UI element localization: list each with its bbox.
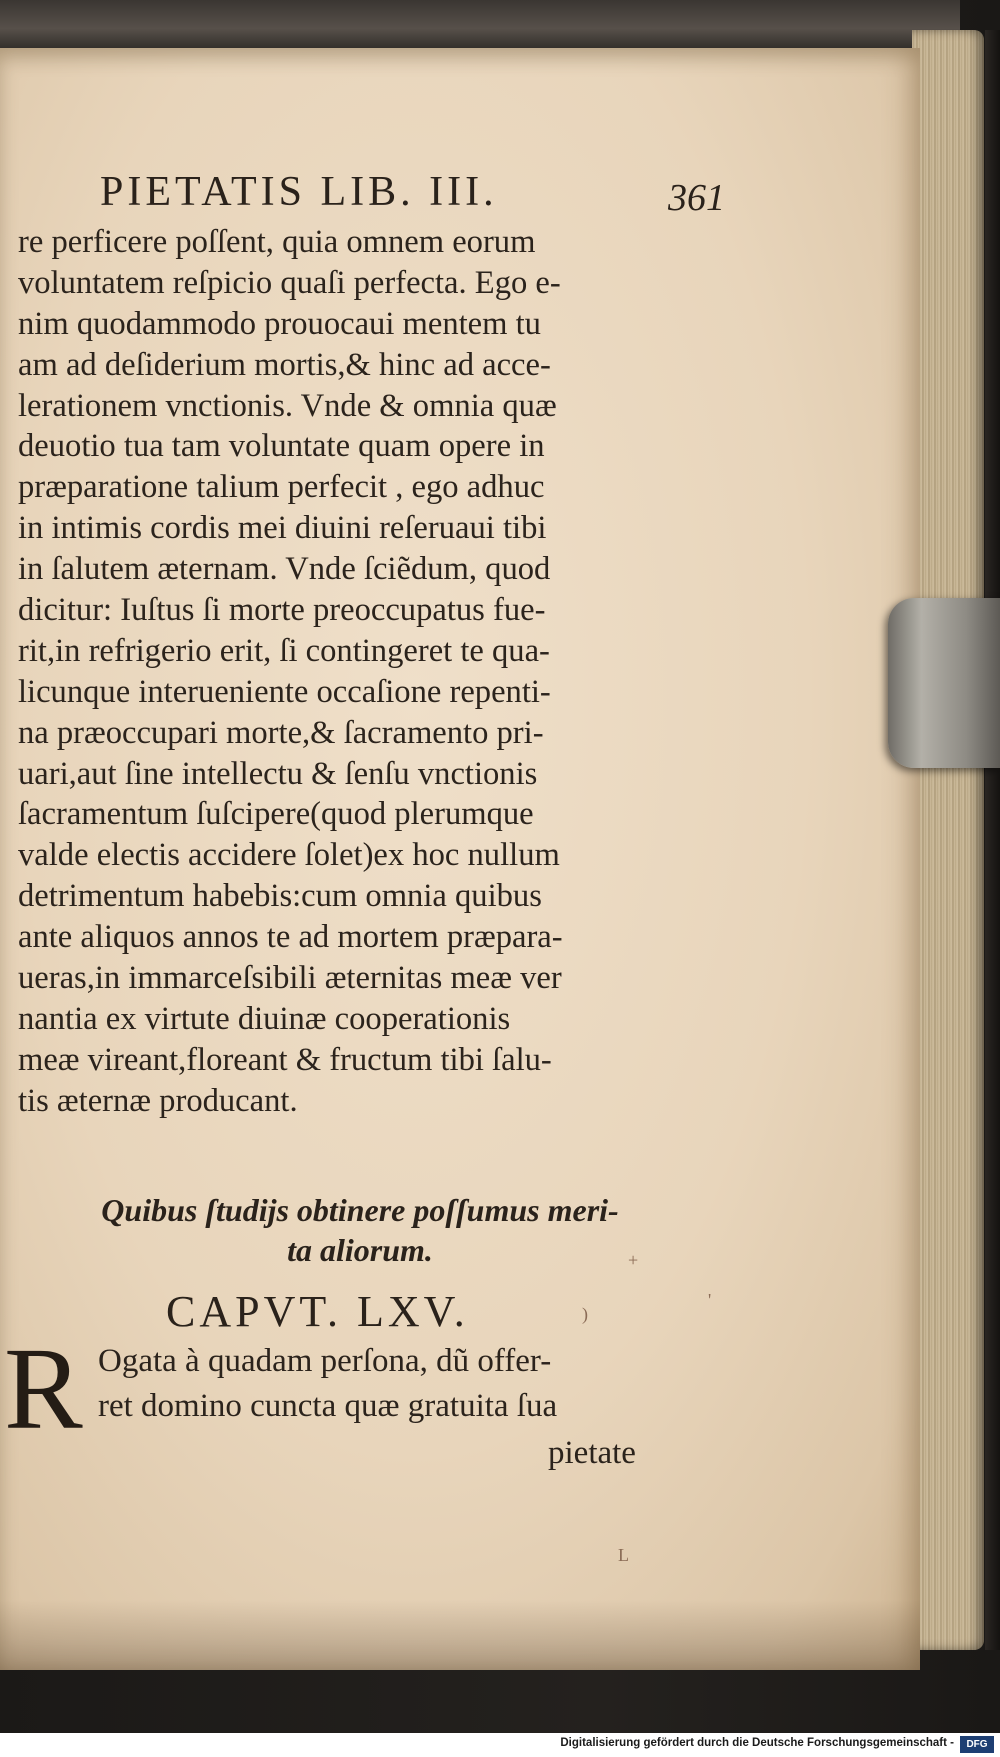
text-line: voluntatem reſpicio quaſi perfecta. Ego e- (18, 264, 561, 301)
text-line: nim quodammodo prouocaui mentem tu (18, 305, 541, 342)
drop-cap: R (4, 1323, 83, 1454)
dfg-logo: DFG (960, 1736, 994, 1753)
text-line: rit,in refrigerio erit, ſi contingeret te qua- (18, 632, 550, 669)
text-line: deuotio tua tam voluntate quam opere in (18, 428, 545, 465)
chapter-subtitle-line: Quibus ſtudijs obtinere poſſumus meri- (101, 1192, 619, 1228)
text-line: uari,aut ſine intellectu & ſenſu vnctionis (18, 755, 538, 792)
text-line: præparatione talium perfecit , ego adhuc (18, 469, 545, 506)
book-clip (888, 598, 1000, 768)
text-line: dicitur: Iuſtus ſi morte preoccupatus fue- (18, 592, 546, 629)
text-line: am ad deſiderium mortis,& hinc ad acce- (18, 346, 551, 383)
chapter-text-line: Ogata à quadam perſona, dũ offer- (98, 1343, 552, 1379)
text-line: ſacramentum ſuſcipere(quod plerumque (18, 796, 534, 833)
marginal-mark: + (628, 1250, 639, 1270)
book-cover-top-edge (0, 0, 960, 52)
marginal-mark: ' (708, 1290, 712, 1310)
body-text (18, 222, 664, 1122)
text-line: lerationem vnctionis. Vnde & omnia quæ (18, 387, 557, 424)
chapter-heading: CAPVT. LXV. (166, 1287, 469, 1336)
text-line: licunque interueniente occaſione repenti- (18, 673, 551, 710)
marginal-mark: L (618, 1545, 629, 1565)
catchword: pietate (548, 1435, 636, 1471)
text-line: meæ vireant,floreant & fructum tibi ſalu- (18, 1041, 552, 1078)
text-line: nantia ex virtute diuinæ cooperationis (18, 1000, 511, 1037)
page-number: 361 (668, 177, 725, 219)
page-bottom-shade (0, 1600, 920, 1670)
chapter-subtitle-line: ta aliorum. (287, 1232, 433, 1268)
text-line: ante aliquos annos te ad mortem præpara- (18, 919, 563, 956)
text-line: in intimis cordis mei diuini reſeruaui tibi (18, 510, 547, 547)
text-line: valde electis accidere ſolet)ex hoc nullum (18, 837, 560, 874)
text-line: ueras,in immarceſsibili æternitas meæ ver (18, 960, 562, 997)
funding-credit: Digitalisierung gefördert durch die Deutsche Forschungsgemeinschaft - (560, 1737, 954, 1749)
chapter-text-line: ret domino cuncta quæ gratuita ſua (98, 1388, 558, 1424)
running-title: PIETATIS LIB. III. (100, 169, 498, 215)
text-line: tis æternæ producant. (18, 1082, 298, 1119)
chapter-subtitle (80, 1190, 640, 1270)
page-edges-shadow (985, 30, 1000, 1650)
text-line: re perficere poſſent, quia omnem eorum (18, 224, 536, 260)
footer-bar (0, 1733, 1000, 1757)
page-edges (912, 30, 984, 1650)
text-line: detrimentum habebis:cum omnia quibus (18, 878, 542, 915)
text-line: in ſalutem æternam. Vnde ſciẽdum, quod (18, 551, 551, 588)
marginal-mark: ) (582, 1304, 588, 1324)
text-line: na præoccupari morte,& ſacramento pri- (18, 714, 544, 751)
